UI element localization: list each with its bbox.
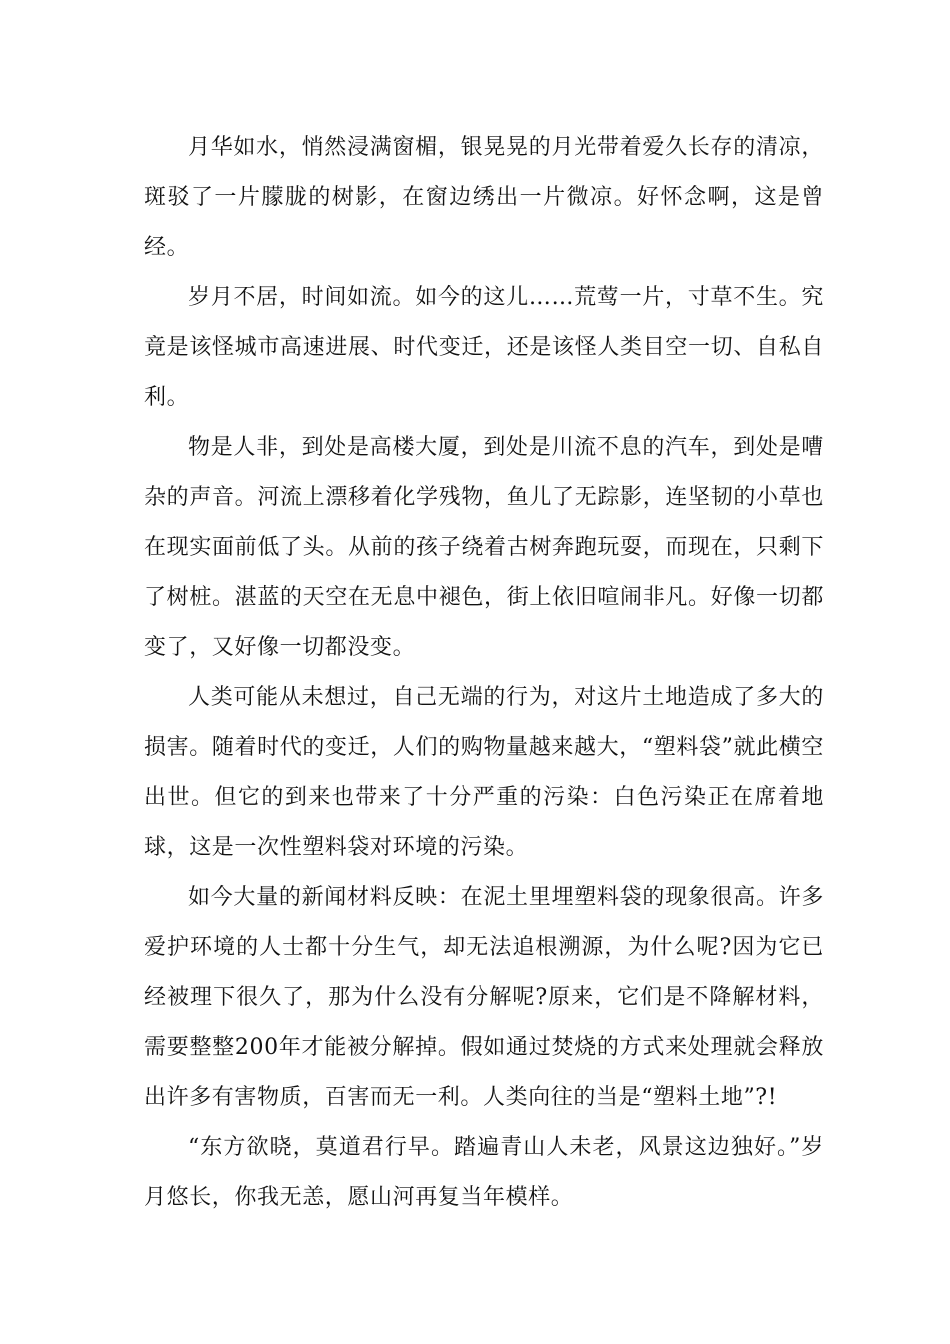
paragraph-1: 月华如水，悄然浸满窗楣，银晃晃的月光带着爱久长存的清凉，斑驳了一片朦胧的树影，在窗边绣出一片微凉。好怀念啊，这是曾经。 xyxy=(144,135,824,260)
paragraph-2: 岁月不居，时间如流。如今的这儿……荒莺一片，寸草不生。究竟是该怪城市高速进展、时代变迁，还是该怪人类目空一切、自私自利。 xyxy=(144,285,824,410)
paragraph-4: 人类可能从未想过，自己无端的行为，对这片土地造成了多大的损害。随着时代的变迁，人们的购物量越来越大，“塑料袋”就此横空出世。但它的到来也带来了十分严重的污染：白色污染正在席着地球，这是一次性塑料袋对环境的污染。 xyxy=(144,685,824,860)
paragraph-5: 如今大量的新闻材料反映：在泥土里埋塑料袋的现象很高。许多爱护环境的人士都十分生气，却无法追根溯源，为什么呢?因为它已经被理下很久了，那为什么没有分解呢?原来，它们是不降解材料，需要整整200年才能被分解掉。假如通过焚烧的方式来处理就会释放出许多有害物质，百害而无一利。人类向往的当是“塑料土地”?! xyxy=(144,885,824,1110)
paragraph-6: “东方欲晓，莫道君行早。踏遍青山人未老，风景这边独好。”岁月悠长，你我无恙，愿山河再复当年模样。 xyxy=(144,1135,824,1210)
paragraph-3: 物是人非，到处是高楼大厦，到处是川流不息的汽车，到处是嘈杂的声音。河流上漂移着化学残物，鱼儿了无踪影，连坚韧的小草也在现实面前低了头。从前的孩子绕着古树奔跑玩耍，而现在，只剩下了树桩。湛蓝的天空在无息中褪色，街上依旧喧闹非凡。好像一切都变了，又好像一切都没变。 xyxy=(144,435,824,660)
document-body xyxy=(144,123,824,1223)
